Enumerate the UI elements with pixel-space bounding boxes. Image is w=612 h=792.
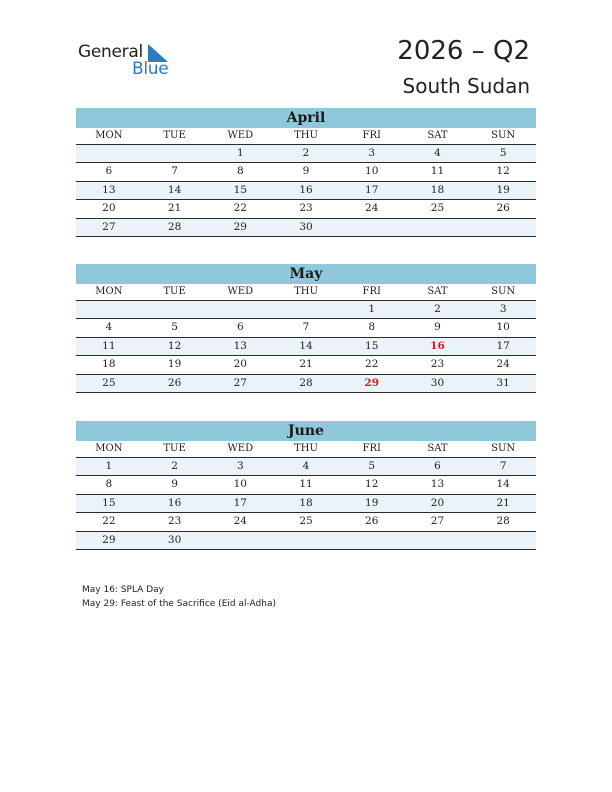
- day-cell: 19: [167, 358, 182, 371]
- week-row: [76, 219, 536, 237]
- day-cell: 16: [167, 496, 182, 509]
- weekday-label: WED: [227, 286, 254, 297]
- weekday-row: [76, 284, 536, 301]
- day-cell: 6: [434, 460, 441, 472]
- weekday-label: FRI: [362, 286, 381, 297]
- day-cell: [76, 301, 142, 318]
- week-row: [76, 495, 536, 513]
- week-row: [76, 375, 536, 393]
- country-name: South Sudan: [402, 74, 530, 98]
- day-cell: [339, 532, 405, 549]
- weekday-label: TUE: [163, 130, 186, 141]
- day-cell: 7: [499, 460, 507, 472]
- weekday-label: THU: [294, 286, 318, 297]
- day-cell: 27: [233, 376, 247, 389]
- day-cell: 21: [299, 358, 313, 371]
- weekday-label: WED: [227, 130, 254, 141]
- day-cell: 20: [102, 202, 116, 215]
- weekday-label: FRI: [362, 443, 381, 454]
- day-cell: 9: [302, 165, 310, 178]
- day-cell: 23: [299, 202, 313, 215]
- weekday-label: MON: [95, 130, 123, 141]
- day-cell: 1: [236, 147, 244, 159]
- week-row: [76, 458, 536, 476]
- day-cell: [142, 301, 208, 318]
- weekday-label: WED: [227, 443, 254, 454]
- day-cell: 19: [496, 183, 510, 196]
- weekday-label: SAT: [427, 443, 448, 454]
- weekday-label: THU: [294, 130, 318, 141]
- day-cell: 10: [496, 321, 510, 334]
- holiday-note: May 16: SPLA Day: [82, 585, 164, 595]
- day-cell: 8: [236, 165, 244, 178]
- day-cell: [207, 301, 273, 318]
- week-row: [76, 145, 536, 163]
- brand-word-blue: Blue: [132, 59, 169, 79]
- day-cell: 17: [365, 183, 379, 196]
- day-cell: 24: [365, 202, 379, 215]
- day-cell: 15: [365, 339, 379, 352]
- day-cell: 12: [365, 478, 379, 491]
- day-cell: 17: [233, 496, 247, 509]
- day-cell: [273, 301, 339, 318]
- day-cell: 11: [299, 478, 313, 491]
- day-cell: 22: [233, 202, 247, 215]
- day-cell: 15: [233, 183, 247, 196]
- weekday-row: [76, 441, 536, 458]
- day-cell: 18: [299, 496, 313, 509]
- day-cell: 27: [430, 515, 445, 528]
- day-cell: 14: [496, 478, 510, 491]
- day-cell: [405, 532, 471, 549]
- day-cell: 8: [368, 321, 376, 334]
- day-cell: 25: [430, 202, 445, 215]
- day-cell: 4: [434, 147, 441, 159]
- day-cell: 30: [430, 376, 445, 389]
- day-cell: 21: [496, 496, 510, 509]
- day-cell: 5: [171, 321, 178, 334]
- day-cell: 29: [233, 220, 247, 233]
- day-cell: 20: [430, 496, 445, 509]
- weekday-label: TUE: [163, 443, 186, 454]
- week-row: [76, 319, 536, 337]
- day-cell: 2: [171, 460, 178, 472]
- weekday-label: SUN: [491, 286, 516, 297]
- month-header: April: [76, 108, 536, 128]
- day-cell: [470, 532, 536, 549]
- day-cell: 6: [105, 165, 113, 178]
- day-cell: 31: [496, 376, 510, 389]
- day-cell: 28: [167, 220, 182, 233]
- day-cell: 26: [365, 515, 379, 528]
- day-cell: 11: [102, 339, 116, 352]
- month-header: June: [76, 421, 536, 441]
- day-cell: [273, 532, 339, 549]
- week-row: [76, 532, 536, 550]
- holiday-date: 16: [430, 339, 445, 352]
- day-cell: 4: [302, 460, 310, 472]
- day-cell: 13: [430, 478, 445, 491]
- day-cell: 13: [102, 183, 116, 196]
- weekday-label: THU: [294, 443, 318, 454]
- week-row: [76, 513, 536, 531]
- day-cell: 29: [102, 533, 116, 546]
- week-row: [76, 182, 536, 200]
- week-row: [76, 200, 536, 218]
- day-cell: 12: [167, 339, 182, 352]
- day-cell: 12: [496, 165, 510, 178]
- day-cell: 30: [167, 533, 182, 546]
- day-cell: 30: [299, 220, 313, 233]
- day-cell: 22: [365, 358, 379, 371]
- day-cell: 23: [430, 358, 445, 371]
- day-cell: 20: [233, 358, 247, 371]
- day-cell: 28: [299, 376, 313, 389]
- weekday-label: SAT: [427, 130, 448, 141]
- day-cell: 28: [496, 515, 510, 528]
- day-cell: 11: [430, 165, 445, 178]
- day-cell: 25: [102, 376, 116, 389]
- week-row: [76, 356, 536, 374]
- week-row: [76, 163, 536, 181]
- day-cell: 6: [236, 321, 244, 334]
- month-may: [76, 264, 536, 393]
- day-cell: 18: [102, 358, 116, 371]
- weekday-label: TUE: [163, 286, 186, 297]
- day-cell: 1: [368, 303, 376, 315]
- weekday-label: SUN: [491, 443, 516, 454]
- day-cell: 19: [365, 496, 379, 509]
- day-cell: 14: [167, 183, 182, 196]
- day-cell: 4: [105, 321, 113, 334]
- page-title: 2026 – Q2: [397, 36, 530, 66]
- weekday-label: MON: [95, 443, 123, 454]
- week-row: [76, 301, 536, 319]
- weekday-label: SAT: [427, 286, 448, 297]
- day-cell: 25: [299, 515, 313, 528]
- day-cell: 7: [302, 321, 310, 334]
- day-cell: 26: [167, 376, 182, 389]
- month-header: May: [76, 264, 536, 284]
- brand-word-general: General: [78, 42, 143, 62]
- weekday-label: MON: [95, 286, 123, 297]
- day-cell: 3: [368, 147, 376, 159]
- day-cell: [207, 532, 273, 549]
- month-april: [76, 108, 536, 237]
- day-cell: 24: [496, 358, 510, 371]
- day-cell: 3: [236, 460, 244, 472]
- day-cell: 1: [105, 460, 113, 472]
- brand-logo: [78, 40, 178, 80]
- weekday-label: SUN: [491, 130, 516, 141]
- day-cell: 22: [102, 515, 116, 528]
- day-cell: [470, 219, 536, 236]
- holiday-notes: [82, 583, 276, 611]
- day-cell: 9: [434, 321, 441, 334]
- day-cell: 10: [233, 478, 247, 491]
- day-cell: 15: [102, 496, 116, 509]
- day-cell: 9: [171, 478, 178, 491]
- day-cell: 3: [499, 303, 507, 315]
- day-cell: [405, 219, 471, 236]
- week-row: [76, 476, 536, 494]
- day-cell: 23: [167, 515, 182, 528]
- day-cell: [339, 219, 405, 236]
- day-cell: 10: [365, 165, 379, 178]
- day-cell: 17: [496, 339, 510, 352]
- day-cell: 5: [499, 147, 507, 159]
- day-cell: [142, 145, 208, 162]
- weekday-label: FRI: [362, 130, 381, 141]
- day-cell: 18: [430, 183, 445, 196]
- day-cell: 24: [233, 515, 247, 528]
- day-cell: 2: [434, 303, 441, 315]
- day-cell: [76, 145, 142, 162]
- day-cell: 14: [299, 339, 313, 352]
- day-cell: 5: [368, 460, 376, 472]
- week-row: [76, 338, 536, 356]
- day-cell: 27: [102, 220, 116, 233]
- day-cell: 21: [167, 202, 182, 215]
- holiday-note: May 29: Feast of the Sacrifice (Eid al-Adha): [82, 599, 276, 609]
- day-cell: 16: [299, 183, 313, 196]
- day-cell: 8: [105, 478, 113, 491]
- month-june: [76, 421, 536, 550]
- day-cell: 26: [496, 202, 510, 215]
- day-cell: 2: [302, 147, 310, 159]
- day-cell: 13: [233, 339, 247, 352]
- weekday-row: [76, 128, 536, 145]
- day-cell: 7: [171, 165, 178, 178]
- holiday-date: 29: [364, 376, 380, 389]
